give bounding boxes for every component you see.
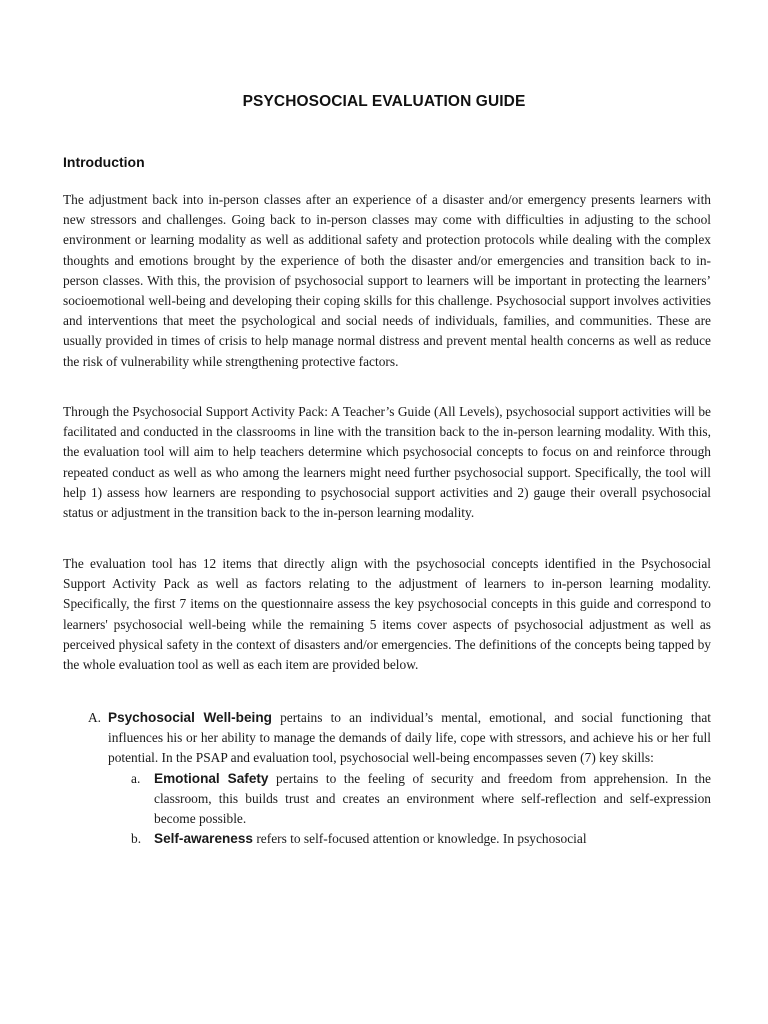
paragraph-3: The evaluation tool has 12 items that directly align with the psychosocial concepts identified in the Psychosocial Support Activity Pack as well as factors relating to the adjustment of learners to in-person learning modality. Specifically, the first 7 items on the questionnaire assess the key psychosocial concepts in this guide and correspond to learners' psychosocial well-being while the remaining 5 items cover aspects of psychosocial adjustment as well as perceived physical safety in the context of disasters and/or emergencies. The definitions of the concepts being tapped by the whole evaluation tool as well as each item are provided below. bbox=[63, 556, 711, 673]
paragraph-1: The adjustment back into in-person classes after an experience of a disaster and/or emergency presents learners with new stressors and challenges. Going back to in-person classes may come with difficulties in adjusting to the school environment or learning modality as well as additional safety and protection protocols while dealing with the complex thoughts and emotions brought by the experience of both the disaster and/or emergencies and transition back to in-person classes. With this, the provision of psychosocial support to learners will be important in protecting the learners’ socioemotional well-being and developing their coping skills for this challenge. Psychosocial support involves activities and interventions that meet the psychological and social needs of individuals, families, and communities. These are usually provided in times of crisis to help manage normal distress and prevent mental health concerns as well as reduce the risk of vulnerability while strengthening protective factors. bbox=[63, 192, 711, 369]
term-psychosocial-well-being: Psychosocial Well-being bbox=[108, 710, 272, 725]
concept-list bbox=[63, 708, 711, 849]
list-item-self-awareness bbox=[131, 829, 711, 849]
definition-psychosocial-well-being: pertains to an individual’s mental, emotional, and social functioning that influences his or her ability to manage the demands of daily life, cope with stressors, and achieve his or her full potential. In the PSAP and evaluation tool, psychosocial well-being encompasses seven (7) key skills: bbox=[108, 710, 711, 766]
list-marker: A. bbox=[88, 710, 102, 725]
sub-list-marker: a. bbox=[131, 770, 141, 786]
definition-self-awareness: refers to self-focused attention or knowledge. In psychosocial bbox=[253, 831, 587, 847]
term-self-awareness: Self-awareness bbox=[154, 831, 253, 847]
term-emotional-safety: Emotional Safety bbox=[154, 770, 269, 786]
key-skills-list bbox=[131, 769, 711, 850]
document-title: PSYCHOSOCIAL EVALUATION GUIDE bbox=[242, 93, 526, 110]
list-item-psychosocial-well-being bbox=[63, 708, 711, 849]
sub-list-marker: b. bbox=[131, 831, 142, 847]
section-heading-introduction: Introduction bbox=[63, 154, 145, 170]
list-item-emotional-safety bbox=[131, 769, 711, 830]
paragraph-2: Through the Psychosocial Support Activity Pack: A Teacher’s Guide (All Levels), psychosocial support activities will be facilitated and conducted in the classrooms in line with the transition back to the in-person learning modality. With this, the evaluation tool will aim to help teachers determine which psychosocial concepts to focus on and reinforce through repeated conduct as well as who among the learners might need further psychosocial support. Specifically, the tool will help 1) assess how learners are responding to psychosocial support activities and 2) gauge their overall psychosocial status or adjustment in the transition back to the in-person learning modality. bbox=[63, 404, 711, 521]
definition-emotional-safety: pertains to the feeling of security and freedom from apprehension. In the classroom, this builds trust and creates an environment where self-reflection and self-expression become possible. bbox=[154, 770, 711, 827]
